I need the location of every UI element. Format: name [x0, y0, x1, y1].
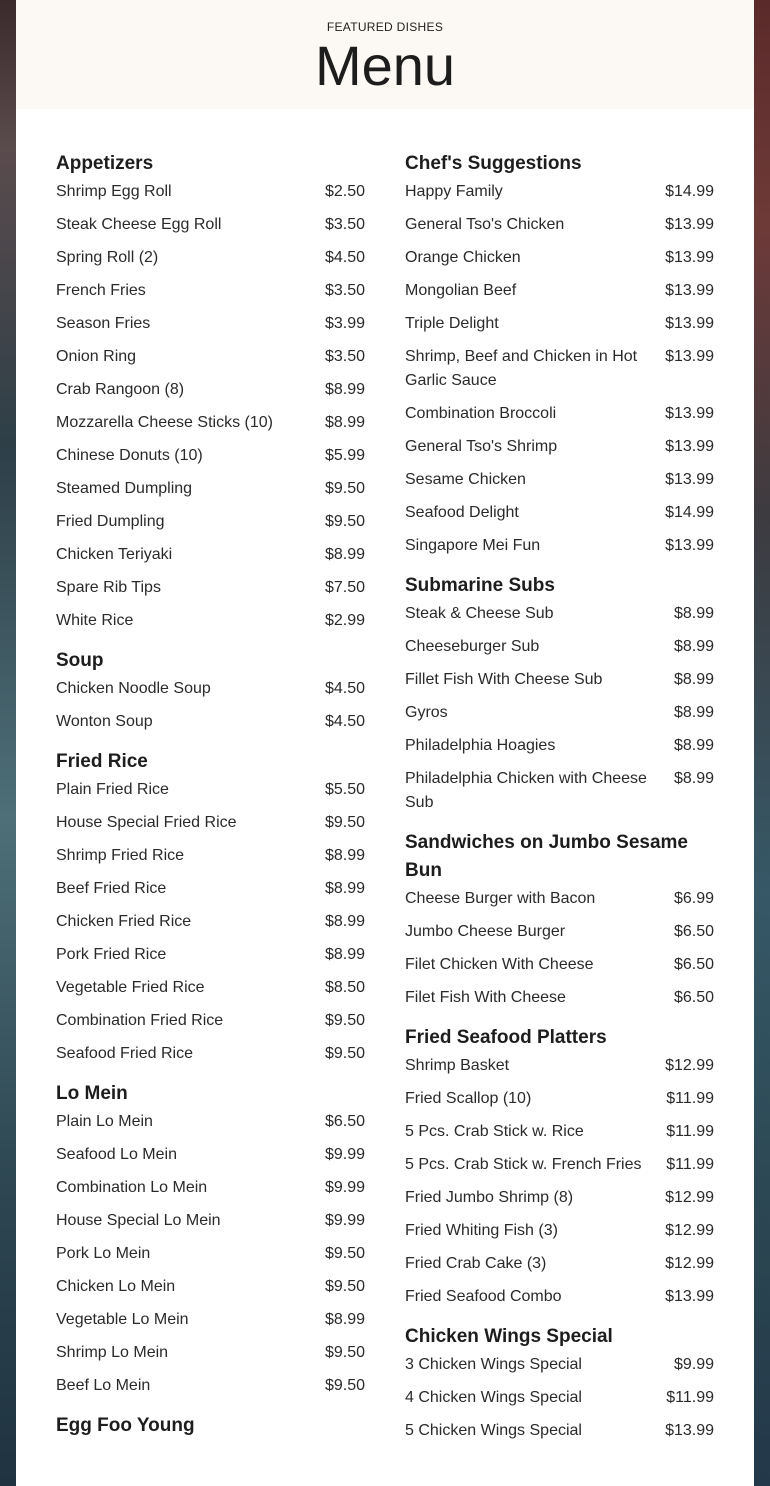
menu-item-price: $13.99 [665, 471, 714, 488]
menu-item-price: $13.99 [665, 537, 714, 554]
menu-item-price: $13.99 [665, 405, 714, 422]
menu-item-name: Filet Fish With Cheese [405, 989, 566, 1006]
menu-item [56, 1042, 365, 1066]
menu-item [56, 976, 365, 1000]
menu-item-name: Vegetable Fried Rice [56, 979, 205, 996]
menu-item [56, 677, 365, 701]
menu-item-name: Chicken Fried Rice [56, 913, 192, 930]
menu-item [405, 402, 714, 426]
menu-item-price: $14.99 [665, 504, 714, 521]
featured-dishes-eyebrow: FEATURED DISHES [326, 20, 444, 34]
menu-panel [16, 0, 754, 1486]
section-title: Lo Mein [56, 1083, 128, 1104]
menu-item [405, 1419, 714, 1443]
menu-item [56, 213, 365, 237]
menu-item-price: $13.99 [665, 315, 714, 332]
menu-item-price: $6.50 [673, 956, 714, 973]
menu-item [56, 180, 365, 204]
menu-item-name: Chicken Teriyaki [56, 546, 173, 563]
menu-item-name: Steak & Cheese Sub [405, 605, 554, 622]
menu-column-right [405, 150, 714, 1457]
menu-item-name: Beef Lo Mein [56, 1377, 151, 1394]
menu-item [56, 943, 365, 967]
menu-item-price: $8.99 [673, 770, 714, 787]
section-title: Sandwiches on Jumbo Sesame Bun [405, 832, 688, 881]
menu-item-price: $11.99 [666, 1123, 714, 1140]
menu-item-name: Seafood Lo Mein [56, 1146, 177, 1163]
menu-item [405, 1087, 714, 1111]
menu-item [56, 1374, 365, 1398]
menu-item [405, 635, 714, 659]
menu-item-price: $5.50 [324, 781, 365, 798]
menu-item [405, 246, 714, 270]
menu-item-price: $9.99 [324, 1146, 365, 1163]
menu-item-name: Spring Roll (2) [56, 249, 159, 266]
menu-item [56, 1308, 365, 1332]
menu-item-price: $2.50 [324, 183, 365, 200]
menu-item [405, 345, 714, 393]
menu-item-price: $6.99 [673, 890, 714, 907]
menu-item-price: $7.50 [324, 579, 365, 596]
menu-item-name: Singapore Mei Fun [405, 537, 541, 554]
menu-item-price: $8.99 [673, 671, 714, 688]
menu-item [56, 910, 365, 934]
section-title: Fried Seafood Platters [405, 1027, 607, 1048]
page-title: Menu [314, 34, 456, 97]
menu-item-name: Fried Whiting Fish (3) [405, 1222, 558, 1239]
menu-item-name: Triple Delight [405, 315, 499, 332]
menu-item-price: $8.99 [673, 737, 714, 754]
menu-item-name: Season Fries [56, 315, 151, 332]
menu-item-price: $8.99 [324, 546, 365, 563]
menu-item [56, 877, 365, 901]
menu-item-name: Vegetable Lo Mein [56, 1311, 189, 1328]
menu-item [405, 1386, 714, 1410]
menu-item-name: Pork Fried Rice [56, 946, 167, 963]
menu-item-price: $8.99 [324, 847, 365, 864]
menu-item-name: Cheeseburger Sub [405, 638, 540, 655]
menu-item-name: Combination Lo Mein [56, 1179, 208, 1196]
menu-item-name: Sesame Chicken [405, 471, 526, 488]
menu-item [405, 953, 714, 977]
menu-item-name: Filet Chicken With Cheese [405, 956, 594, 973]
menu-item [56, 378, 365, 402]
menu-item [405, 1120, 714, 1144]
section-title: Fried Rice [56, 751, 148, 772]
section-title: Appetizers [56, 153, 154, 174]
menu-section-lo-mein [56, 1080, 365, 1398]
menu-item-name: Shrimp Fried Rice [56, 847, 185, 864]
menu-item-name: Gyros [405, 704, 448, 721]
menu-item-price: $9.50 [324, 1045, 365, 1062]
menu-item-price: $4.50 [324, 249, 365, 266]
menu-section-egg-foo-young [56, 1412, 365, 1440]
section-title: Egg Foo Young [56, 1415, 195, 1436]
menu-item-price: $8.99 [324, 913, 365, 930]
section-title: Chicken Wings Special [405, 1326, 613, 1347]
menu-item-price: $12.99 [665, 1255, 714, 1272]
menu-item [56, 1242, 365, 1266]
background-right-edge [754, 0, 770, 1486]
menu-item-name: 5 Pcs. Crab Stick w. Rice [405, 1123, 584, 1140]
menu-item [405, 986, 714, 1010]
menu-section-soup [56, 647, 365, 734]
menu-item [405, 1186, 714, 1210]
menu-item-price: $13.99 [665, 249, 714, 266]
menu-item [405, 1285, 714, 1309]
menu-item-price: $9.50 [324, 513, 365, 530]
menu-item-name: Combination Broccoli [405, 405, 557, 422]
menu-item-name: Philadelphia Chicken with Cheese Sub [405, 770, 647, 811]
menu-item-price: $13.99 [665, 1422, 714, 1439]
menu-item-price: $13.99 [665, 1288, 714, 1305]
menu-item [405, 468, 714, 492]
menu-item-price: $14.99 [665, 183, 714, 200]
menu-item [56, 1209, 365, 1233]
menu-item-name: General Tso's Shrimp [405, 438, 558, 455]
menu-item [56, 312, 365, 336]
menu-header [16, 0, 754, 109]
menu-item [56, 1341, 365, 1365]
menu-item-price: $9.50 [324, 1344, 365, 1361]
menu-item [56, 1110, 365, 1134]
menu-item-price: $13.99 [665, 216, 714, 233]
menu-section-chef-s-suggestions [405, 150, 714, 558]
menu-item-name: Chicken Noodle Soup [56, 680, 211, 697]
menu-item-name: Chicken Lo Mein [56, 1278, 176, 1295]
menu-item-name: Orange Chicken [405, 249, 521, 266]
menu-item-name: French Fries [56, 282, 146, 299]
menu-item-price: $9.50 [324, 1245, 365, 1262]
menu-item-name: Beef Fried Rice [56, 880, 167, 897]
menu-item [405, 180, 714, 204]
menu-item-price: $8.99 [673, 605, 714, 622]
menu-column-left [56, 150, 365, 1457]
menu-item [405, 1219, 714, 1243]
menu-item [405, 534, 714, 558]
menu-item-price: $6.50 [673, 989, 714, 1006]
menu-item [56, 510, 365, 534]
menu-item [56, 411, 365, 435]
menu-item-name: 5 Pcs. Crab Stick w. French Fries [405, 1156, 642, 1173]
menu-item [56, 778, 365, 802]
menu-item-price: $8.99 [324, 880, 365, 897]
menu-item-name: Wonton Soup [56, 713, 153, 730]
menu-item [56, 1009, 365, 1033]
menu-item-name: Steamed Dumpling [56, 480, 193, 497]
menu-item [405, 1353, 714, 1377]
menu-item-name: Fillet Fish With Cheese Sub [405, 671, 603, 688]
menu-item-price: $4.50 [324, 680, 365, 697]
menu-item-name: Jumbo Cheese Burger [405, 923, 566, 940]
menu-item [405, 701, 714, 725]
menu-item-name: Fried Jumbo Shrimp (8) [405, 1189, 574, 1206]
menu-item-name: 4 Chicken Wings Special [405, 1389, 582, 1406]
menu-section-appetizers [56, 150, 365, 633]
menu-item [56, 811, 365, 835]
menu-item [56, 279, 365, 303]
menu-item-price: $12.99 [665, 1189, 714, 1206]
background-left-edge [0, 0, 16, 1486]
menu-item [56, 710, 365, 734]
menu-item-name: 5 Chicken Wings Special [405, 1422, 582, 1439]
menu-item-name: Seafood Fried Rice [56, 1045, 193, 1062]
menu-item-name: Plain Lo Mein [56, 1113, 153, 1130]
menu-item [56, 1143, 365, 1167]
menu-item-price: $12.99 [665, 1222, 714, 1239]
menu-section-submarine-subs [405, 572, 714, 815]
menu-item [56, 477, 365, 501]
menu-item-price: $8.50 [324, 979, 365, 996]
menu-item-name: Fried Crab Cake (3) [405, 1255, 547, 1272]
bottom-fade [16, 1480, 754, 1486]
menu-item [405, 668, 714, 692]
menu-item [405, 767, 714, 815]
menu-item-name: Shrimp Egg Roll [56, 183, 172, 200]
menu-item-name: General Tso's Chicken [405, 216, 565, 233]
menu-item-price: $3.50 [324, 282, 365, 299]
menu-item-name: Seafood Delight [405, 504, 519, 521]
menu-item [56, 1176, 365, 1200]
menu-section-sandwiches-on-jumbo-sesame-bun [405, 829, 714, 1010]
menu-item [56, 576, 365, 600]
menu-item [405, 213, 714, 237]
menu-section-fried-seafood-platters [405, 1024, 714, 1309]
menu-item [405, 920, 714, 944]
menu-item-name: Happy Family [405, 183, 503, 200]
menu-item-price: $3.50 [324, 216, 365, 233]
menu-item [405, 1153, 714, 1177]
menu-item-price: $3.50 [324, 348, 365, 365]
menu-columns [56, 150, 714, 1457]
menu-item [56, 844, 365, 868]
menu-item-price: $6.50 [324, 1113, 365, 1130]
menu-item-price: $9.50 [324, 1377, 365, 1394]
menu-item-price: $5.99 [324, 447, 365, 464]
menu-item-name: Spare Rib Tips [56, 579, 161, 596]
menu-item-name: Shrimp Basket [405, 1057, 510, 1074]
menu-item-price: $13.99 [665, 282, 714, 299]
menu-item-price: $8.99 [324, 946, 365, 963]
menu-item-name: Onion Ring [56, 348, 137, 365]
menu-item-name: Crab Rangoon (8) [56, 381, 185, 398]
menu-item-name: Mozzarella Cheese Sticks (10) [56, 414, 273, 431]
menu-item-name: Shrimp Lo Mein [56, 1344, 169, 1361]
menu-item-price: $8.99 [324, 1311, 365, 1328]
section-title: Submarine Subs [405, 575, 555, 596]
menu-item-name: White Rice [56, 612, 134, 629]
menu-item-price: $2.99 [324, 612, 365, 629]
menu-item-price: $6.50 [673, 923, 714, 940]
menu-item-name: Combination Fried Rice [56, 1012, 224, 1029]
menu-item-price: $9.99 [673, 1356, 714, 1373]
menu-item-name: Chinese Donuts (10) [56, 447, 203, 464]
menu-item [56, 345, 365, 369]
menu-item [405, 1252, 714, 1276]
menu-item [405, 501, 714, 525]
menu-item-name: Philadelphia Hoagies [405, 737, 556, 754]
menu-item-name: Cheese Burger with Bacon [405, 890, 596, 907]
menu-item-name: Fried Scallop (10) [405, 1090, 532, 1107]
menu-item-name: House Special Lo Mein [56, 1212, 221, 1229]
menu-item-price: $4.50 [324, 713, 365, 730]
menu-item-price: $11.99 [666, 1090, 714, 1107]
menu-item-name: Steak Cheese Egg Roll [56, 216, 222, 233]
menu-item [56, 444, 365, 468]
menu-item-price: $13.99 [665, 438, 714, 455]
menu-item [405, 602, 714, 626]
menu-item-price: $9.50 [324, 480, 365, 497]
menu-item-price: $11.99 [666, 1156, 714, 1173]
menu-item [405, 435, 714, 459]
section-title: Soup [56, 650, 104, 671]
menu-item [56, 1275, 365, 1299]
menu-item [405, 734, 714, 758]
menu-item-price: $8.99 [324, 414, 365, 431]
menu-item-price: $8.99 [673, 638, 714, 655]
menu-item-name: 3 Chicken Wings Special [405, 1356, 582, 1373]
menu-item-price: $9.50 [324, 1012, 365, 1029]
menu-item [56, 609, 365, 633]
menu-item-name: Fried Seafood Combo [405, 1288, 562, 1305]
menu-section-chicken-wings-special [405, 1323, 714, 1443]
menu-item-price: $12.99 [665, 1057, 714, 1074]
menu-item-name: Fried Dumpling [56, 513, 165, 530]
menu-item-price: $11.99 [666, 1389, 714, 1406]
section-title: Chef's Suggestions [405, 153, 582, 174]
menu-item-price: $9.99 [324, 1212, 365, 1229]
menu-item-price: $9.50 [324, 1278, 365, 1295]
menu-item-price: $8.99 [324, 381, 365, 398]
menu-section-fried-rice [56, 748, 365, 1066]
menu-item-name: Plain Fried Rice [56, 781, 169, 798]
menu-item [56, 543, 365, 567]
menu-item-name: Shrimp, Beef and Chicken in Hot Garlic Sauce [405, 348, 638, 389]
menu-item-name: Mongolian Beef [405, 282, 517, 299]
menu-item-name: Pork Lo Mein [56, 1245, 151, 1262]
menu-item-price: $9.99 [324, 1179, 365, 1196]
menu-item [405, 279, 714, 303]
menu-item [405, 887, 714, 911]
menu-item-name: House Special Fried Rice [56, 814, 237, 831]
menu-item [56, 246, 365, 270]
menu-item-price: $3.99 [324, 315, 365, 332]
menu-item-price: $9.50 [324, 814, 365, 831]
menu-item-price: $8.99 [673, 704, 714, 721]
menu-item-price: $13.99 [665, 348, 714, 365]
menu-item [405, 1054, 714, 1078]
menu-item [405, 312, 714, 336]
